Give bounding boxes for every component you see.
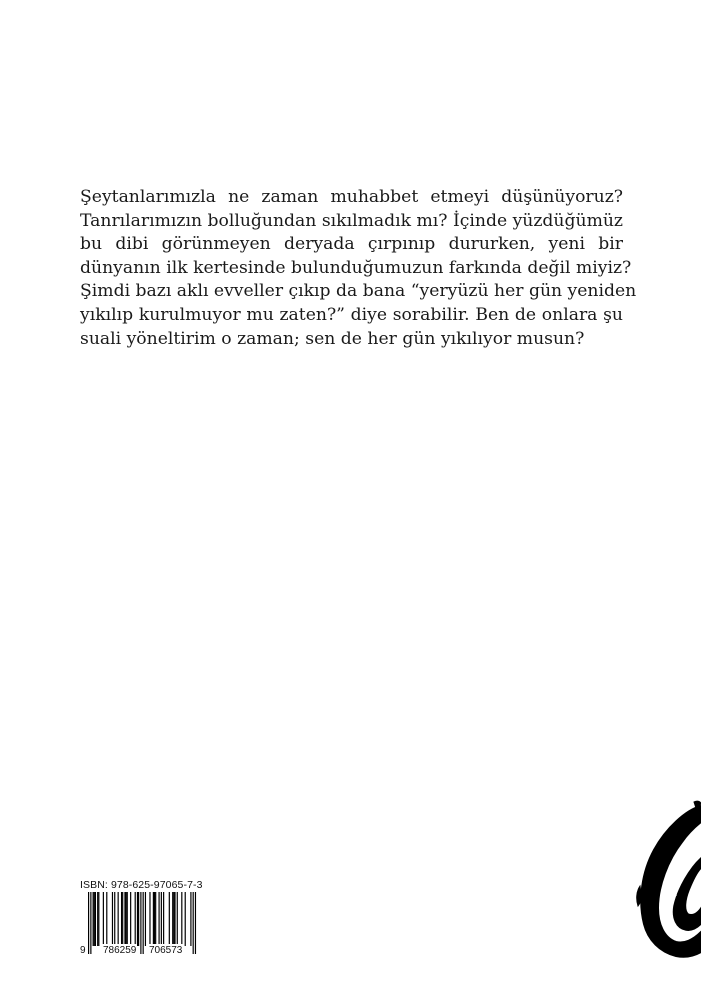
- blurb-line: suali yöneltirim o zaman; sen de her gün yıkılıyor musun?: [80, 328, 585, 349]
- barcode-bar: [173, 892, 174, 946]
- barcode-bar: [145, 892, 146, 946]
- barcode-bar: [190, 892, 191, 946]
- barcode-digit-first: 9: [80, 945, 86, 956]
- barcode-bar: [153, 892, 154, 946]
- barcode-digits: [80, 944, 200, 958]
- barcode-bar: [155, 892, 156, 946]
- barcode-bar: [93, 892, 94, 946]
- barcode-bar: [172, 892, 173, 946]
- barcode-bar: [135, 892, 136, 946]
- barcode-bar: [94, 892, 95, 946]
- barcode-bar: [177, 892, 178, 946]
- barcode-bar: [137, 892, 138, 946]
- barcode-bar: [121, 892, 122, 946]
- barcode-bar: [169, 892, 170, 946]
- barcode-bar: [103, 892, 104, 946]
- barcode-bar: [114, 892, 115, 946]
- barcode-bar: [124, 892, 125, 946]
- barcode-bar: [174, 892, 175, 946]
- isbn-label: ISBN: 978-625-97065-7-3: [80, 879, 203, 891]
- barcode-bar: [181, 892, 182, 946]
- barcode-bar: [98, 892, 99, 946]
- barcode-bar: [158, 892, 159, 946]
- barcode-bar: [154, 892, 155, 946]
- barcode-bar: [163, 892, 164, 946]
- barcode-bar: [185, 892, 186, 946]
- blurb-line: Şimdi bazı aklı evveller çıkıp da bana “yeryüzü her gün yeniden: [80, 281, 637, 302]
- barcode-bar: [95, 892, 96, 946]
- barcode-bar: [97, 892, 98, 946]
- barcode-bar: [161, 892, 162, 946]
- barcode-bar: [112, 892, 113, 946]
- barcode-bar: [149, 892, 150, 946]
- barcode-bar: [122, 892, 123, 946]
- barcode-digits-left: 786259: [103, 945, 137, 956]
- barcode-bar: [126, 892, 127, 946]
- barcode-bar: [130, 892, 131, 946]
- blurb-line: yıkılıp kurulmuyor mu zaten?” diye sorabilir. Ben de onlara şu: [80, 304, 623, 325]
- blurb-line: bu dibi görünmeyen deryada çırpınıp dururken, yeni bir: [80, 234, 623, 255]
- barcode-bar: [106, 892, 107, 946]
- blurb-line: Şeytanlarımızla ne zaman muhabbet etmeyi düşünüyoruz?: [80, 187, 623, 207]
- barcode-bar: [127, 892, 128, 946]
- blurb-line: dünyanın ilk kertesinde bulunduğumuzun farkında değil miyiz?: [80, 257, 632, 278]
- back-cover-blurb: [80, 186, 637, 351]
- barcode-bar: [138, 892, 139, 946]
- publisher-logo-icon: [636, 800, 701, 960]
- barcode-digits-right: 706573: [149, 945, 183, 956]
- blurb-line: Tanrılarımızın bolluğundan sıkılmadık mı? İçinde yüzdüğümüz: [80, 210, 623, 231]
- barcode-bar: [118, 892, 119, 946]
